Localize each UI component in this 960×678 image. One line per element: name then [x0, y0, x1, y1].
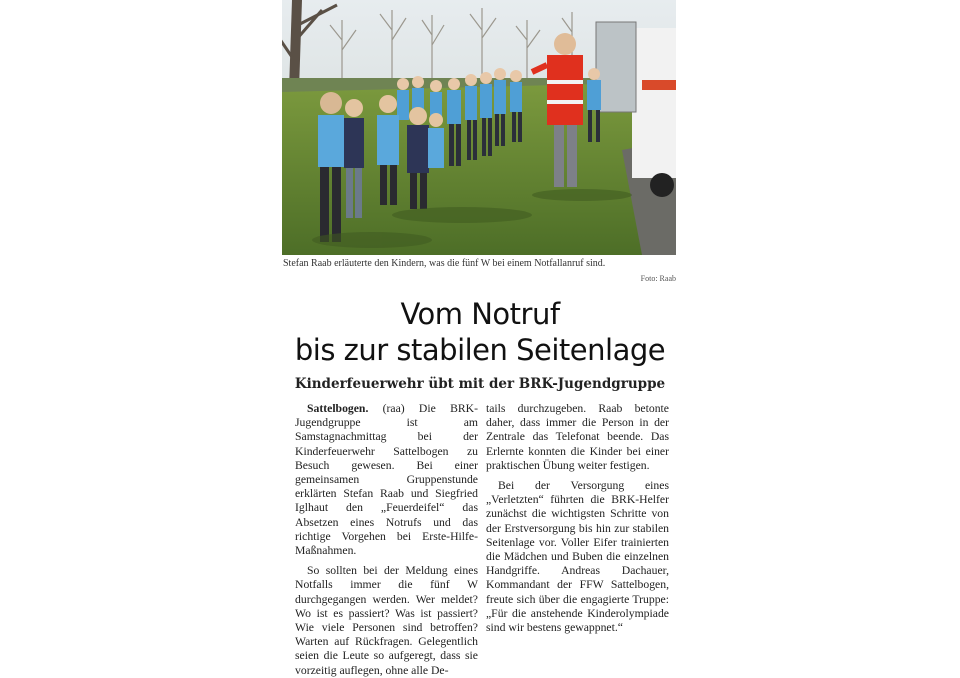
article-paragraph [295, 402, 478, 558]
article-column-1 [295, 402, 478, 678]
dateline: Sattelbogen. [307, 402, 369, 415]
photo-caption: Stefan Raab erläuterte den Kindern, was die fünf W bei einem Notfallanruf sind. [283, 258, 606, 269]
group-outdoor-photo [282, 0, 676, 255]
headline [282, 296, 678, 368]
headline-line-1: Vom Notruf [400, 297, 560, 331]
article-paragraph: So sollten bei der Meldung eines Notfalls immer die fünf W durchgegangen werden. Wer meldet? Wo ist es passiert? Was ist passiert? Wie viele Personen sind betroffen? Warten auf Rückfragen. Gelegentlich seien die Leute so aufgeregt, dass sie vorzeitig auflegen, ohne alle De- [295, 564, 478, 677]
article-paragraph: tails durchzugeben. Raab betonte daher, dass immer die Person in der Zentrale das Telefonat beende. Das Erlernte konnten die Kinder bei einer praktischen Übung weiter festigen. [486, 402, 669, 472]
headline-line-2: bis zur stabilen Seitenlage [294, 333, 666, 367]
paragraph-text: (raa) Die BRK-Jugendgruppe ist am Samstagnachmittag bei der Kinderfeuerwehr Sattelbogen zu Besuch gewesen. Bei einer gemeinsamen Gruppenstunde erklärten Stefan Raab und Siegfried Iglhaut den „Feuerdeifel“ das Absetzen eines Notrufs und das richtige Vorgehen bei Erste-Hilfe-Maßnahmen. [295, 402, 478, 558]
article-column-2 [486, 402, 669, 635]
newspaper-clipping [282, 0, 678, 677]
subheadline: Kinderfeuerwehr übt mit der BRK-Jugendgruppe [294, 376, 666, 392]
photo-credit: Foto: Raab [640, 274, 676, 283]
article-paragraph: Bei der Versorgung eines „Verletzten“ führten die BRK-Helfer zunächst die wichtigsten Schritte von der Erstversorgung bis hin zur stabilen Seitenlage vor. Voller Eifer trainierten die Mädchen und Buben die einzelnen Handgriffe. Andreas Dachauer, Kommandant der FFW Sattelbogen, freute sich über die engagierte Truppe: „Für die anstehende Kinderolympiade sind wir bestens gewappnet.“ [486, 479, 669, 635]
article-photo [282, 0, 676, 255]
